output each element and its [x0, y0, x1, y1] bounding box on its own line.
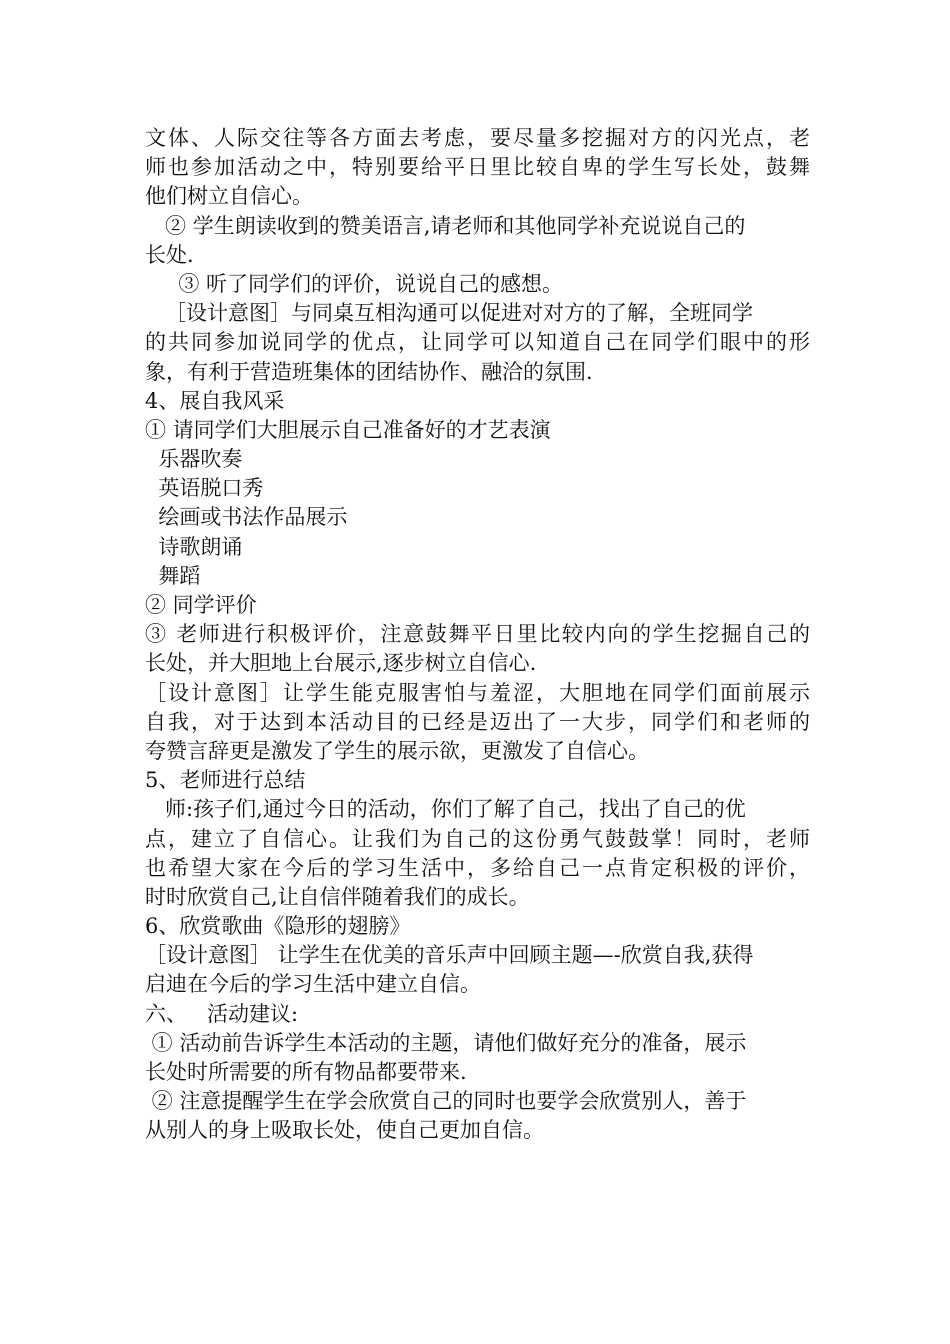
text-line: 象，有利于营造班集体的团结协作、融洽的氛围. [145, 359, 593, 384]
text-line: 也希望大家在今后的学习生活中，多给自己一点肯定积极的评价， [145, 855, 810, 880]
text-line: 文体、人际交往等各方面去考虑，要尽量多挖掘对方的闪光点，老 [145, 126, 810, 150]
document-body [145, 124, 810, 1146]
list-item: 诗歌朗诵 [145, 534, 243, 559]
list-item: 舞蹈 [145, 563, 201, 588]
list-item: ① 请同学们大胆展示自己准备好的才艺表演 [145, 417, 551, 442]
list-item: ② 同学评价 [145, 593, 257, 617]
section-heading: 5、老师进行总结 [145, 768, 306, 793]
section-heading: 4、展自我风采 [145, 388, 285, 413]
text-line: 长处时所需要的所有物品都要带来. [145, 1060, 467, 1084]
text-line: ① 活动前告诉学生本活动的主题，请他们做好充分的准备，展示 [145, 1030, 747, 1055]
text-line: 从别人的身上吸取长处，使自己更加自信。 [145, 1118, 544, 1143]
text-line: 师:孩子们,通过今日的活动，你们了解了自己，找出了自己的优 [145, 797, 746, 822]
text-line: 长处. [145, 242, 194, 267]
text-line: 自我，对于达到本活动目的已经是迈出了一大步，同学们和老师的 [145, 709, 810, 734]
text-line: 师也参加活动之中，特别要给平日里比较自卑的学生写长处，鼓舞 [145, 155, 810, 180]
text-line: 夸赞言辞更是激发了学生的展示欲，更激发了自信心。 [145, 738, 649, 763]
text-line: 点，建立了自信心。让我们为自己的这份勇气鼓鼓掌！同时，老师 [145, 826, 810, 851]
section-heading: 六、 活动建议: [145, 1001, 299, 1026]
text-line: ③ 老师进行积极评价，注意鼓舞平日里比较内向的学生挖掘自己的 [145, 622, 810, 647]
text-line: 他们树立自信心。 [145, 184, 313, 209]
text-line: 时时欣赏自己,让自信伴随着我们的成长。 [145, 884, 530, 909]
section-heading: 6、欣赏歌曲《隐形的翅膀》 [145, 914, 411, 939]
text-line: 长处，并大胆地上台展示,逐步树立自信心. [145, 651, 537, 676]
text-line: ③ 听了同学们的评价，说说自己的感想。 [145, 271, 564, 296]
text-line: 启迪在今后的学习生活中建立自信。 [145, 972, 481, 997]
list-item: 英语脱口秀 [145, 476, 264, 501]
text-line: 的共同参加说同学的优点，让同学可以知道自己在同学们眼中的形 [145, 330, 810, 355]
text-line: ② 学生朗读收到的赞美语言,请老师和其他同学补充说说自己的 [145, 213, 746, 238]
list-item: 绘画或书法作品展示 [145, 505, 348, 530]
text-line: ［设计意图］ 让学生在优美的音乐声中回顾主题—-欣赏自我,获得 [145, 943, 754, 968]
text-line: ［设计意图］与同桌互相沟通可以促进对对方的了解，全班同学 [145, 301, 754, 326]
list-item: 乐器吹奏 [145, 447, 243, 472]
text-line: ［设计意图］让学生能克服害怕与羞涩，大胆地在同学们面前展示 [145, 680, 810, 705]
text-line: ② 注意提醒学生在学会欣赏自己的同时也要学会欣赏别人，善于 [145, 1089, 747, 1114]
